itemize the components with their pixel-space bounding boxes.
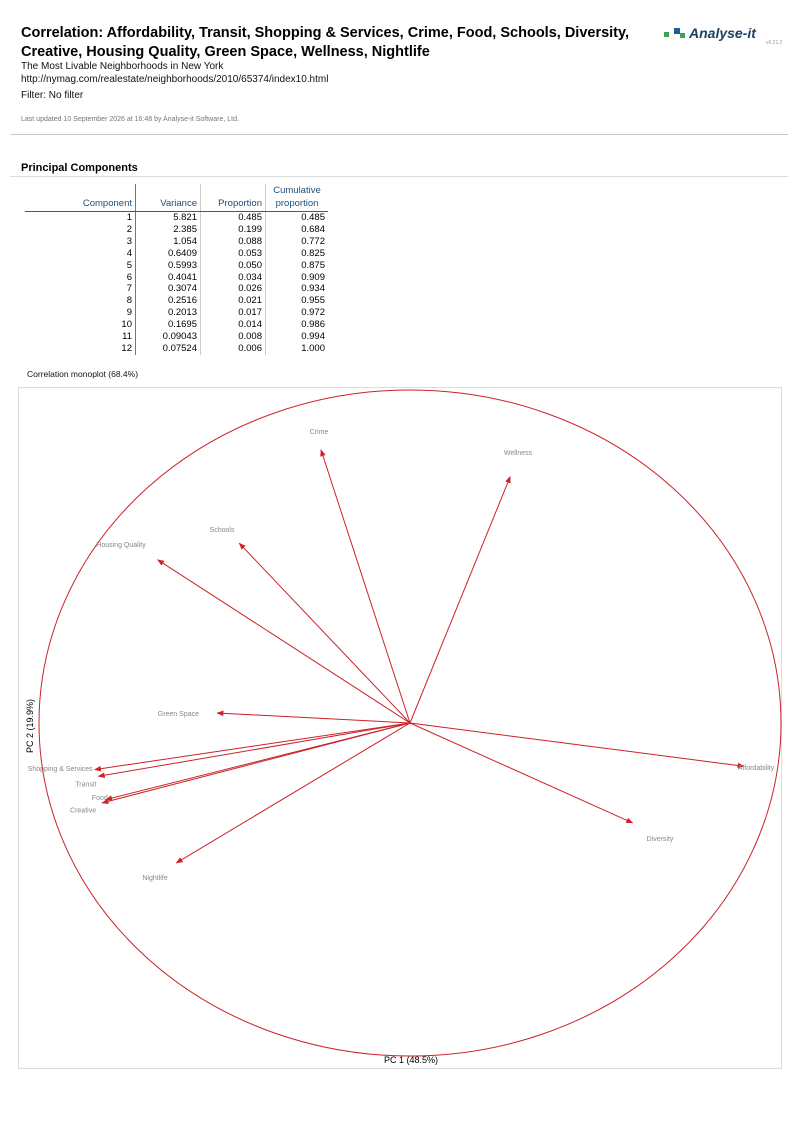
vector-creative — [102, 723, 410, 803]
cell-proportion: 0.088 — [201, 236, 266, 248]
plot-caption: Correlation monoplot (68.4%) — [27, 369, 139, 379]
cell-cumulative: 0.684 — [301, 223, 325, 235]
cell-variance: 0.4041 — [136, 272, 201, 284]
cell-component: 1 — [25, 212, 136, 224]
cell-cumulative: 0.875 — [301, 259, 325, 271]
vector-label-housing-quality: Housing Quality — [96, 542, 146, 549]
vector-transit — [98, 723, 410, 776]
col-header-cumulative-line2: proportion — [275, 198, 319, 209]
cell-cumulative: 1.000 — [301, 342, 325, 354]
vector-diversity — [410, 723, 633, 823]
vector-affordability — [410, 723, 744, 766]
cell-component: 3 — [25, 236, 136, 248]
cell-component: 6 — [25, 272, 136, 284]
source-url: http://nymag.com/realestate/neighborhoods/2010/65374/index10.html — [21, 74, 329, 85]
vector-green-space — [217, 713, 410, 723]
dataset-subtitle: The Most Livable Neighborhoods in New York — [21, 61, 224, 72]
cell-proportion: 0.034 — [201, 272, 266, 284]
cell-proportion: 0.053 — [201, 248, 266, 260]
cell-cumulative: 0.934 — [301, 283, 325, 295]
cell-proportion: 0.026 — [201, 283, 266, 295]
x-axis-label: PC 1 (48.5%) — [384, 1055, 439, 1065]
vector-housing-quality — [158, 560, 410, 723]
vector-label-diversity: Diversity — [646, 836, 674, 843]
cell-variance: 0.2013 — [136, 307, 201, 319]
cell-component: 11 — [25, 331, 136, 343]
cell-variance: 0.1695 — [136, 319, 201, 331]
cell-component: 10 — [25, 319, 136, 331]
cell-component: 12 — [25, 343, 136, 355]
cell-component: 8 — [25, 295, 136, 307]
version-label: v6.21.2 — [766, 40, 783, 46]
vector-schools — [239, 543, 410, 723]
cell-variance: 2.385 — [136, 224, 201, 236]
vector-label-wellness: Wellness — [503, 450, 533, 457]
report-title: Correlation: Affordability, Transit, Shopping & Services, Crime, Food, Schools, Diversity, Creative, Housing Quality, Green Space, Wellness, Nightlife — [21, 25, 630, 60]
cell-proportion: 0.199 — [201, 224, 266, 236]
vector-wellness — [410, 477, 510, 723]
cell-proportion: 0.021 — [201, 295, 266, 307]
cell-component: 7 — [25, 283, 136, 295]
col-header-variance: Variance — [136, 184, 201, 212]
cell-variance: 0.3074 — [136, 283, 201, 295]
cell-proportion: 0.008 — [201, 331, 266, 343]
cell-component: 5 — [25, 260, 136, 272]
cell-component: 2 — [25, 224, 136, 236]
cell-proportion: 0.050 — [201, 260, 266, 272]
vector-label-creative: Creative — [70, 807, 97, 815]
cell-proportion: 0.014 — [201, 319, 266, 331]
cell-cumulative: 0.772 — [301, 235, 325, 247]
cell-cumulative: 0.994 — [301, 331, 325, 343]
cell-variance: 5.821 — [136, 212, 201, 224]
col-header-component: Component — [25, 184, 136, 212]
cell-variance: 0.09043 — [136, 331, 201, 343]
vector-label-green-space: Green Space — [157, 711, 199, 718]
vector-label-affordability: Affordability — [737, 765, 775, 772]
cell-component: 4 — [25, 248, 136, 260]
vector-label-schools: Schools — [209, 527, 235, 534]
vector-label-transit: Transit — [75, 781, 97, 789]
cell-component: 9 — [25, 307, 136, 319]
vector-nightlife — [176, 723, 410, 863]
vector-label-crime: Crime — [309, 429, 329, 436]
cell-cumulative: 0.955 — [301, 295, 325, 307]
col-header-proportion: Proportion — [201, 184, 266, 212]
cell-cumulative: 0.825 — [301, 247, 325, 259]
section-title: Principal Components — [21, 162, 138, 174]
cell-variance: 0.07524 — [136, 343, 201, 355]
vector-crime — [321, 450, 410, 723]
cell-cumulative: 0.909 — [301, 271, 325, 283]
cell-cumulative: 0.986 — [301, 319, 325, 331]
cell-proportion: 0.485 — [201, 212, 266, 224]
cell-proportion: 0.017 — [201, 307, 266, 319]
filter-text: Filter: No filter — [21, 90, 84, 101]
cell-variance: 0.2516 — [136, 295, 201, 307]
vector-label-shopping-and-services: Shopping & Services — [27, 765, 93, 773]
cell-variance: 0.5993 — [136, 260, 201, 272]
last-updated: Last updated 10 September 2026 at 16:48 by Analyse-it Software, Ltd. — [21, 116, 239, 123]
cell-proportion: 0.006 — [201, 343, 266, 355]
cell-cumulative: 0.972 — [301, 307, 325, 319]
cell-cumulative: 0.485 — [301, 212, 325, 223]
y-axis-label: PC 2 (19.9%) — [25, 698, 35, 754]
vector-label-nightlife: Nightlife — [142, 875, 168, 882]
vector-label-food: Food — [91, 795, 108, 803]
logo-text: Analyse-it — [689, 25, 756, 41]
col-header-cumulative-line1: Cumulative — [273, 185, 321, 196]
cell-variance: 0.6409 — [136, 248, 201, 260]
cell-variance: 1.054 — [136, 236, 201, 248]
